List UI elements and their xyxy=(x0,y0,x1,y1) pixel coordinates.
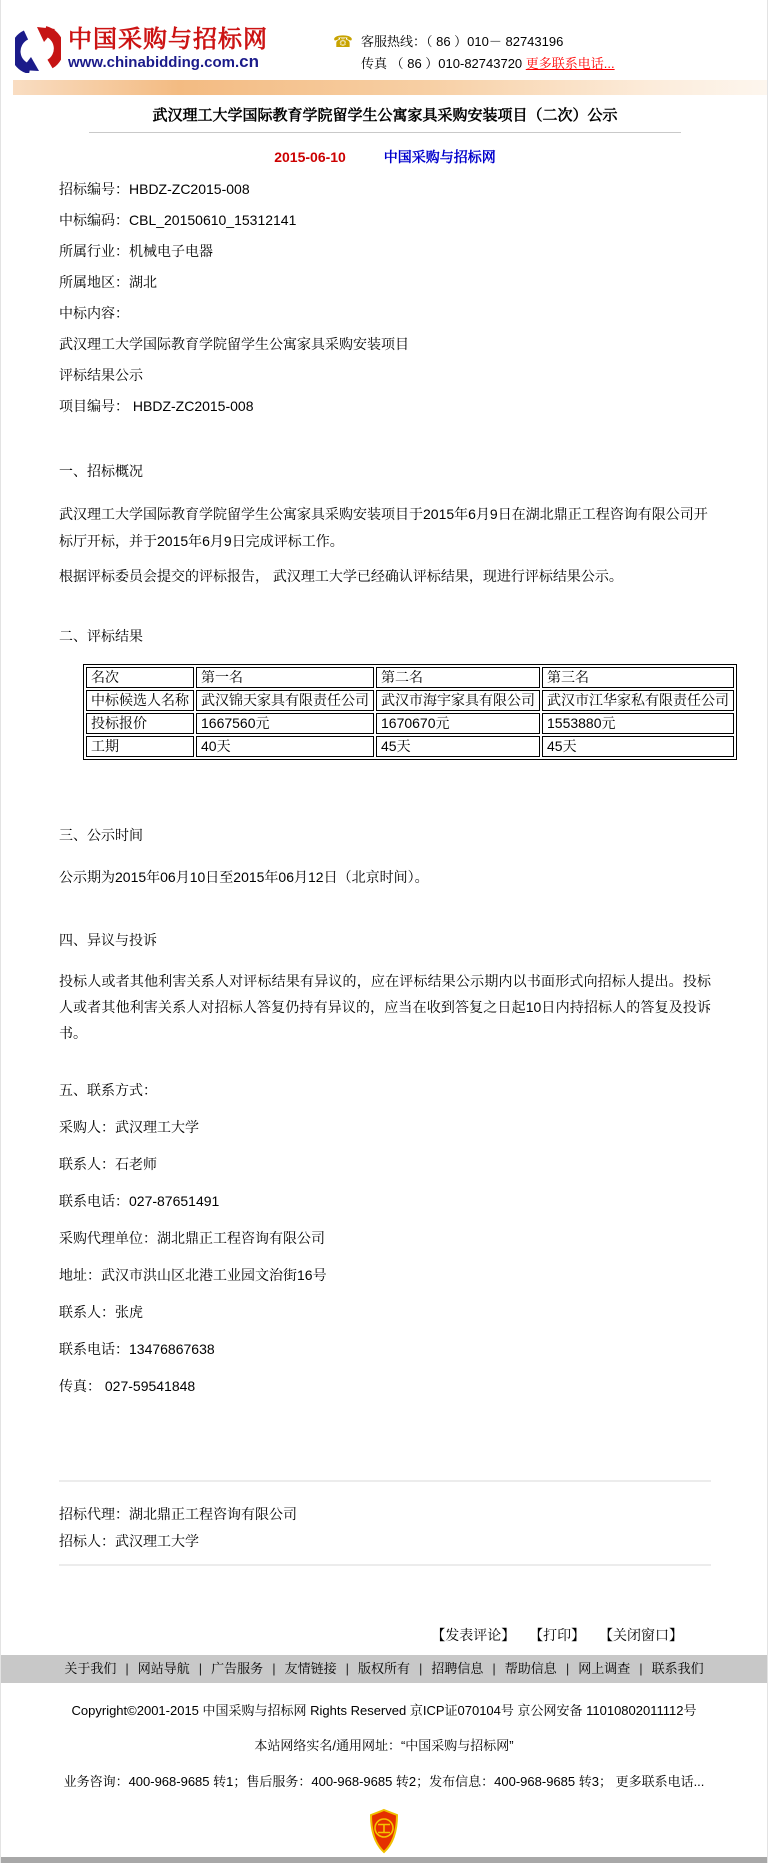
contact-lines xyxy=(361,31,615,75)
dateline xyxy=(59,148,711,166)
service-hotline-line: 业务咨询：400-968-9685 转1；售后服务：400-968-9685 转2；发布信息：400-968-9685 转3； 更多联系电话... xyxy=(63,1774,705,1789)
evaluation-result-table xyxy=(83,664,737,760)
contact-address: 地址：武汉市洪山区北港工业园文治街16号 xyxy=(59,1267,327,1283)
meta-award-code: 中标编码：CBL_20150610_15312141 xyxy=(59,212,297,228)
publicity-paragraph: 公示期为2015年06月10日至2015年06月12日（北京时间）。 xyxy=(59,869,429,885)
footer-nav-link[interactable]: 友情链接 xyxy=(284,1661,337,1676)
table-row xyxy=(86,690,734,711)
actions-divider xyxy=(59,1564,711,1566)
contact-agency: 采购代理单位：湖北鼎正工程咨询有限公司 xyxy=(59,1230,325,1246)
nav-separator: | xyxy=(345,1661,349,1676)
table-cell: 第一名 xyxy=(196,667,374,688)
publish-date: 2015-06-10 xyxy=(274,149,346,165)
section-publicity-heading: 三、公示时间 xyxy=(59,827,143,843)
table-cell: 投标报价 xyxy=(86,713,194,734)
section-result-heading: 二、评标结果 xyxy=(59,628,143,644)
footer-nav-link[interactable]: 关于我们 xyxy=(64,1661,117,1676)
objection-paragraph: 投标人或者其他利害关系人对评标结果有异议的，应在评标结果公示期内以书面形式向招标人提出。投标人或者其他利害关系人对招标人答复仍持有异议的，应当在收到答复之日起10日内持招标人的答复及投诉书。 xyxy=(59,973,711,1041)
nav-separator: | xyxy=(419,1661,423,1676)
header-contact xyxy=(333,31,615,75)
footer-nav-link[interactable]: 联系我们 xyxy=(651,1661,704,1676)
footer-nav-link[interactable]: 帮助信息 xyxy=(504,1661,557,1676)
site-url-suffix: cn xyxy=(239,52,259,71)
meta-region: 所属地区：湖北 xyxy=(59,274,157,290)
table-row xyxy=(86,713,734,734)
table-cell: 工期 xyxy=(86,736,194,757)
section-overview-heading: 一、招标概况 xyxy=(59,463,143,479)
meta-project-name: 武汉理工大学国际教育学院留学生公寓家具采购安装项目 xyxy=(59,336,409,352)
closing-agency-line: 招标代理：湖北鼎正工程咨询有限公司 xyxy=(59,1506,297,1522)
nav-separator: | xyxy=(272,1661,276,1676)
table-cell: 40天 xyxy=(196,736,374,757)
nav-separator: | xyxy=(492,1661,496,1676)
nav-separator: | xyxy=(198,1661,203,1676)
overview-paragraph-2: 根据评标委员会提交的评标报告， 武汉理工大学已经确认评标结果，现进行评标结果公示。 xyxy=(59,568,623,584)
table-cell: 第二名 xyxy=(376,667,540,688)
meta-content-label: 中标内容： xyxy=(59,305,129,321)
footer-nav-link[interactable]: 广告服务 xyxy=(211,1661,264,1676)
contact-phone-2: 联系电话：13476867638 xyxy=(59,1341,215,1357)
title-divider xyxy=(89,132,681,133)
section-contact-heading: 五、联系方式： xyxy=(59,1082,157,1098)
table-cell: 武汉市江华家私有限责任公司 xyxy=(542,690,734,711)
telephone-icon: ☎ xyxy=(333,34,353,51)
site-url-prefix: www.chinabidding.com. xyxy=(68,54,240,71)
more-contacts-link[interactable]: 更多联系电话... xyxy=(525,56,615,71)
meta-project-no: 项目编号： HBDZ-ZC2015-008 xyxy=(59,398,254,414)
logo-text xyxy=(68,27,268,71)
article-content xyxy=(1,95,767,1643)
page-title: 武汉理工大学国际教育学院留学生公寓家具采购安装项目（二次）公示 xyxy=(152,107,618,124)
site-url xyxy=(68,53,268,71)
site-header xyxy=(1,0,767,80)
copyright-line: Copyright©2001-2015 中国采购与招标网 Rights Reserved 京ICP证070104号 京公网安备 11010802011112号 xyxy=(71,1703,697,1718)
post-comment-button[interactable]: 【发表评论】 xyxy=(431,1627,516,1643)
site-logo[interactable] xyxy=(15,25,268,73)
table-cell: 1553880元 xyxy=(542,713,734,734)
footer-nav-link[interactable]: 网上调查 xyxy=(578,1661,631,1676)
contact-purchaser: 采购人：武汉理工大学 xyxy=(59,1119,199,1135)
overview-paragraph-1: 武汉理工大学国际教育学院留学生公寓家具采购安装项目于2015年6月9日在湖北鼎正工程咨询有限公司开标厅开标，并于2015年6月9日完成评标工作。 xyxy=(59,506,708,549)
orange-divider-bar xyxy=(13,80,767,95)
nav-separator: | xyxy=(565,1661,570,1676)
table-cell: 45天 xyxy=(542,736,734,757)
industry-commerce-badge-icon[interactable] xyxy=(368,1808,400,1854)
footer-nav xyxy=(1,1655,767,1683)
action-bar xyxy=(59,1628,683,1643)
footer-nav-link[interactable]: 版权所有 xyxy=(357,1661,410,1676)
table-cell: 中标候选人名称 xyxy=(86,690,194,711)
close-window-button[interactable]: 【关闭窗口】 xyxy=(599,1627,683,1643)
table-row xyxy=(86,667,734,688)
closing-divider xyxy=(59,1480,711,1482)
hotline-text: 客服热线：（ 86 ）010－ 82743196 xyxy=(361,34,564,49)
table-cell: 武汉市海宇家具有限公司 xyxy=(376,690,540,711)
meta-industry: 所属行业：机械电子电器 xyxy=(59,243,213,259)
badge-area xyxy=(1,1808,767,1854)
fax-line xyxy=(361,53,615,75)
meta-tender-no: 招标编号：HBDZ-ZC2015-008 xyxy=(59,181,250,197)
site-realname-line: 本站网络实名/通用网址：“中国采购与招标网” xyxy=(254,1738,514,1753)
meta-result-notice: 评标结果公示 xyxy=(59,367,143,383)
contact-phone-1: 联系电话：027-87651491 xyxy=(59,1193,220,1209)
source-site-link[interactable]: 中国采购与招标网 xyxy=(383,149,496,165)
table-row xyxy=(86,736,734,757)
contact-fax: 传真： 027-59541848 xyxy=(59,1378,196,1394)
nav-separator: | xyxy=(639,1661,643,1676)
print-button[interactable]: 【打印】 xyxy=(529,1627,586,1643)
fax-text: 传真 （ 86 ）010-82743720 xyxy=(361,56,523,71)
table-cell: 1670670元 xyxy=(376,713,540,734)
table-cell: 1667560元 xyxy=(196,713,374,734)
bottom-bar xyxy=(1,1857,767,1863)
table-cell: 武汉锦天家具有限责任公司 xyxy=(196,690,374,711)
table-cell: 名次 xyxy=(86,667,194,688)
chinabidding-logo-icon xyxy=(15,25,61,73)
section-objection-heading: 四、异议与投诉 xyxy=(59,932,157,948)
contact-person-1: 联系人：石老师 xyxy=(59,1156,157,1172)
table-cell: 第三名 xyxy=(542,667,734,688)
contact-person-2: 联系人：张虎 xyxy=(59,1304,143,1320)
table-cell: 45天 xyxy=(376,736,540,757)
site-name: 中国采购与招标网 xyxy=(68,26,268,53)
footer-nav-link[interactable]: 招聘信息 xyxy=(431,1661,484,1676)
nav-separator: | xyxy=(125,1661,129,1676)
closing-tenderee-line: 招标人：武汉理工大学 xyxy=(59,1533,199,1549)
footer-nav-link[interactable]: 网站导航 xyxy=(137,1661,190,1676)
